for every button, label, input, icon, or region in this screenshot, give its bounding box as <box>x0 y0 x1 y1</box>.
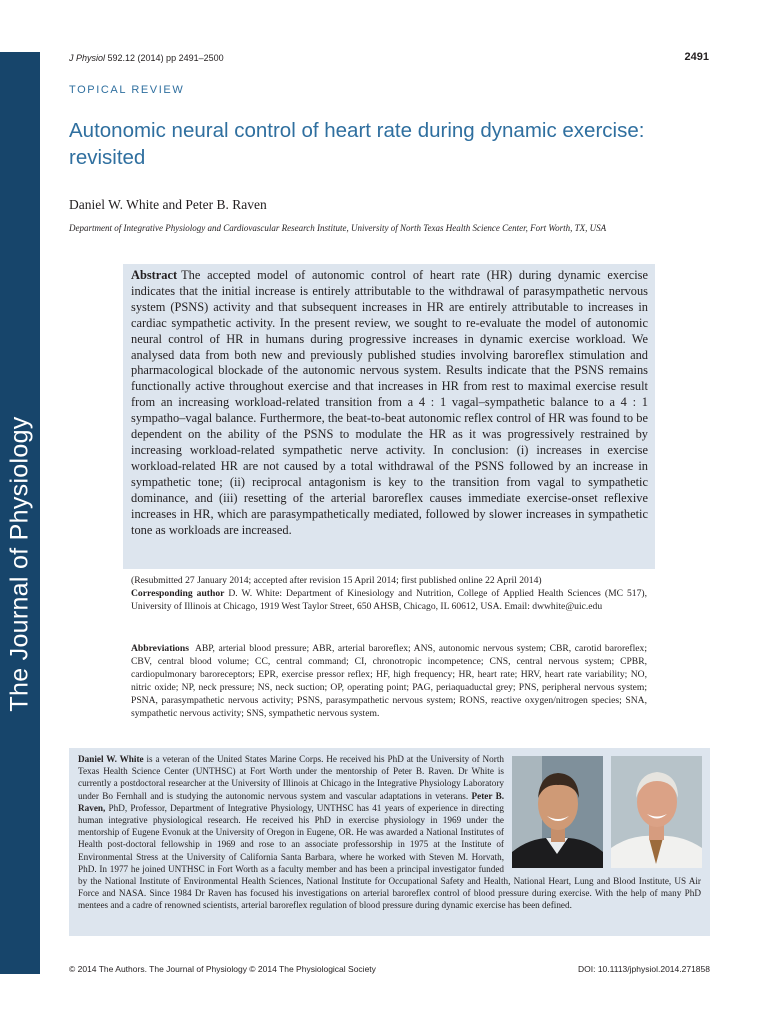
abstract-text: The accepted model of autonomic control of heart rate (HR) during dynamic exercise indicates that the initial increase is entirely attributable to the withdrawal of parasympathetic nervous system (PSNS) activity and that subsequent increases in HR are entirely attributable to increases in cardiac sympathetic activity. In the present review, we sought to re-evaluate the model of autonomic neural control of HR in humans during progressive increases in dynamic exercise workload. We analysed data from both new and previously published studies involving baroreflex stimulation and pharmacological blockade of the autonomic nervous system. Results indicate that the PSNS remains functionally active throughout exercise and that increases in HR from rest to maximal exercise result from an increasing workload-related transition from a 4 : 1 vagal–sympathetic balance to a 4 : 1 sympatho–vagal balance. Furthermore, the beat-to-beat autonomic reflex control of HR was found to be dependent on the ability of the PSNS to modulate the HR as it was progressively restrained by increasing workload-related sympathetic nerve activity. In conclusion: (i) increases in exercise workload-related HR are not caused by a total withdrawal of the PSNS followed by an increase in sympathetic tone; (ii) reciprocal antagonism is key to the transition from vagal to sympathetic dominance, and (iii) resetting of the arterial baroreflex causes immediate exercise-onset reflexive increases in HR, which are parasympathetically mediated, followed by slower increases in sympathetic tone as workloads are increased. <box>131 268 648 537</box>
header-citation <box>69 53 224 63</box>
author-photo-raven <box>611 756 702 868</box>
footer-copyright: © 2014 The Authors. The Journal of Physiology © 2014 The Physiological Society <box>69 964 376 974</box>
footer-doi: DOI: 10.1113/jphysiol.2014.271858 <box>577 964 710 974</box>
section-label: TOPICAL REVIEW <box>69 84 185 96</box>
bio-raven-text: PhD, Professor, Department of Integrative Physiology, UNTHSC has 41 years of experience in directing human integrative physiological research. He received his PhD in exercise physiology in 1969 under the mentorship of Eugene Evonuk at the University of Oregon in Eugene, OR. He was awarded a National Institutes of Health post-doctoral fellowship in 1969 and rose to an associate professorship in 1975 at the Institute of Environmental Stress at the University of California Santa Barbara, where he worked with Steven M. Horvath, PhD. In 1977 he joined UNTHSC in Fort Worth as a faculty member and has been a principal investigator funded by the National Institute of Environmental Health Sciences, National Institute for Occupational Safety and Health, National Heart, Lung and Blood Institute, US Air Force and NASA. Since 1984 Dr Raven has focused his investigations on arterial baroreflex control of blood pressure during exercise. With the help of many PhD mentees and a cadre of renowned scientists, arterial baroreflex regulation of blood pressure during dynamic exercise has been defined. <box>78 802 701 911</box>
corresponding-author-text: D. W. White: Department of Kinesiology and Nutrition, College of Applied Health Sciences (MC 517), University of Illinois at Chicago, 1919 West Taylor Street, 650 AHSB, Chicago, IL 60612, USA. Email: dwwhite@uic.edu <box>131 588 647 612</box>
author-photos <box>512 756 702 874</box>
abstract-box <box>123 264 655 569</box>
article-title: Autonomic neural control of heart rate during dynamic exercise: revisited <box>69 119 645 169</box>
abbreviations-label: Abbreviations <box>131 643 189 654</box>
journal-sidebar-title: The Journal of Physiology <box>5 416 34 712</box>
corresponding-author <box>131 587 647 613</box>
affiliation: Department of Integrative Physiology and Cardiovascular Research Institute, University of North Texas Health Science Center, Fort Worth, TX, USA <box>69 223 607 233</box>
citation-details: 592.12 (2014) pp 2491–2500 <box>105 53 224 63</box>
author-photo-white <box>512 756 603 868</box>
submission-history: (Resubmitted 27 January 2014; accepted after revision 15 April 2014; first published online 22 April 2014) <box>131 575 542 586</box>
abstract-paragraph <box>131 268 648 538</box>
bio-raven-name: Peter B. Raven, <box>78 790 505 813</box>
corresponding-author-label: Corresponding author <box>131 588 225 599</box>
page-number: 2491 <box>684 51 709 63</box>
abstract-heading: Abstract <box>131 268 178 282</box>
citation-journal: J Physiol <box>69 53 106 63</box>
author-bio-box <box>69 748 710 936</box>
bio-white-name: Daniel W. White <box>78 754 144 764</box>
authors: Daniel W. White and Peter B. Raven <box>69 197 267 212</box>
abbreviations <box>131 643 647 720</box>
abbreviations-text: ABP, arterial blood pressure; ABR, arterial baroreflex; ANS, autonomic nervous system; CBR, carotid baroreflex; CBV, central blood volume; CC, central command; CI, chronotropic incompetence; CNS, central nervous system; CPBR, cardiopulmonary baroreceptors; EPR, exercise pressor reflex; HF, high frequency; HR, heart rate; HRV, heart rate variability; NO, nitric oxide; NP, neck pressure; NS, neck suction; OP, operating point; PAG, periaquaductal grey; PNS, peripheral nervous system; PSNA, parasympathetic nervous activity; PSNS, parasympathetic nervous system; RONS, reactive oxygen/nitrogen species; SNA, sympathetic nervous activity; SNS, sympathetic nervous system. <box>131 643 647 719</box>
article-meta <box>131 574 647 613</box>
bio-white-text: is a veteran of the United States Marine Corps. He received his PhD at the University of North Texas Health Science Center (UNTHSC) at Fort Worth under the mentorship of Peter B. Raven. Dr White is currently a postdoctoral researcher at the University of Illinois at Chicago in the Integrative Physiology Laboratory under Bo Fernhall and is studying the autonomic nervous system and vascular adaptations in veterans. <box>78 754 504 801</box>
journal-sidebar <box>0 52 40 974</box>
